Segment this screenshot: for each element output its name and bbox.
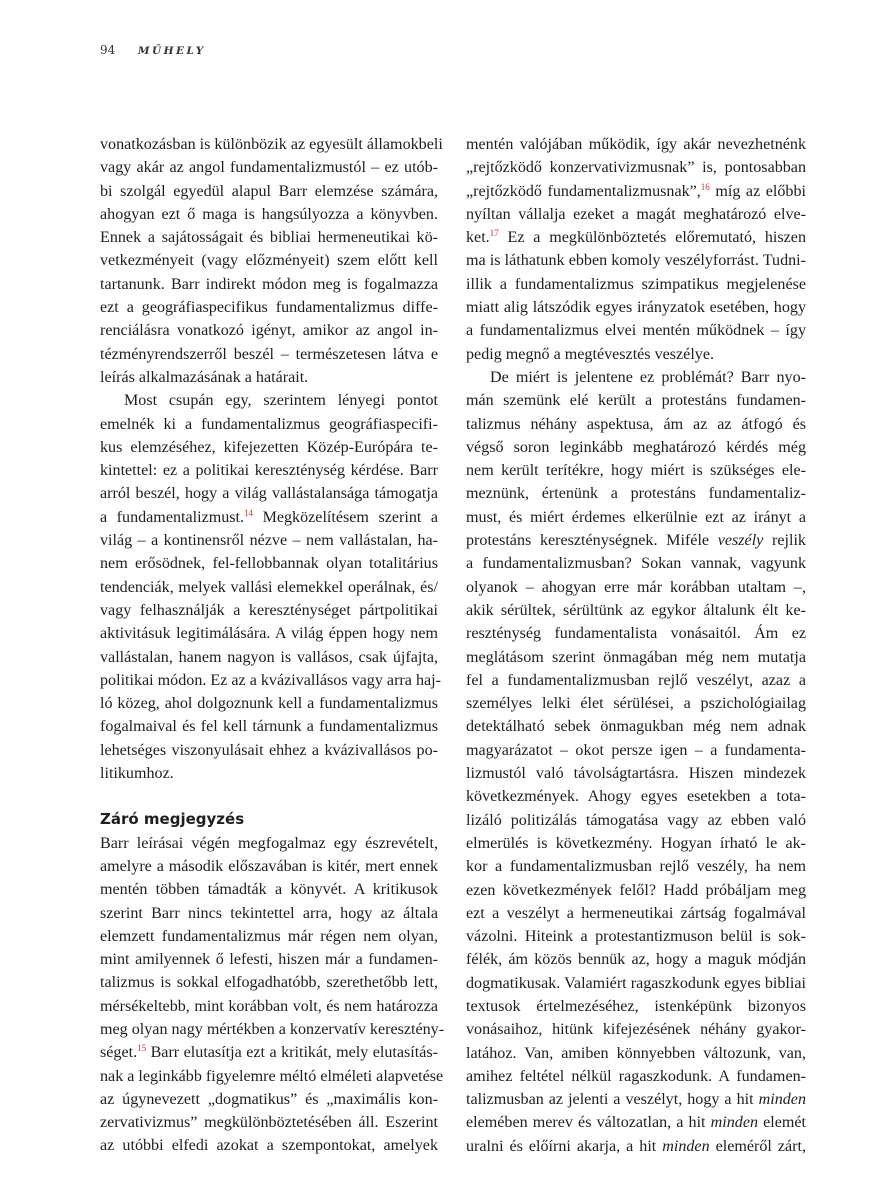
text-line: zervativizmus” megkülönböztetésében áll. Eszerint bbox=[100, 1114, 438, 1132]
text-line: mán szemünk elé került a protestáns fundamen- bbox=[466, 392, 806, 410]
text-line: kor a fundamentalizmusban rejlő veszély, ha nem bbox=[466, 858, 806, 876]
text-run: eleméről zárt, bbox=[709, 1137, 806, 1155]
paragraph bbox=[100, 389, 441, 785]
footnote-marker[interactable]: 17 bbox=[489, 228, 499, 239]
text-line: litikumhoz. bbox=[100, 765, 174, 783]
text-line: textusok értelmezéséhez, istenképünk bizonyos bbox=[466, 997, 806, 1015]
text-line: a fundamentalizmusban? Sokan vannak, vagyunk bbox=[466, 555, 806, 573]
text-line: ma is láthatunk ebben komoly veszélyforrást. Tudni- bbox=[466, 252, 806, 270]
text-line: az utóbbi elfedi azokat a szempontokat, amelyek bbox=[100, 1137, 438, 1155]
text-line: ezen következmények felől? Hadd próbáljam meg bbox=[466, 881, 806, 899]
section-heading: Záró megjegyzés bbox=[100, 810, 245, 829]
footnote-marker[interactable]: 15 bbox=[137, 1043, 147, 1054]
text-line: világ – a kontinensről nézve – nem vallástalan, ha- bbox=[100, 532, 438, 550]
text-line: meg olyan nagy mértékben a konzervatív keresztény- bbox=[100, 1020, 445, 1038]
text-line: magyarázatot – okot persze igen – a fundamenta- bbox=[466, 741, 806, 759]
text-line: pedig megnő a megtévesztés veszélye. bbox=[466, 345, 715, 363]
paragraph bbox=[100, 832, 445, 1158]
text-run: Barr elutasítja ezt a kritikát, mely elutasítás- bbox=[146, 1044, 438, 1062]
text-run: talizmusban az jelenti a veszélyt, hogy a hit bbox=[466, 1091, 759, 1109]
text-run: elemében merev és változatlan, a hit bbox=[466, 1114, 711, 1132]
emphasis: minden bbox=[710, 1114, 759, 1132]
text-line bbox=[466, 529, 806, 552]
text-line: végső soron leginkább meghatározó kérdés még bbox=[466, 438, 806, 456]
text-line: kus elemzéséhez, kifejezetten Közép-Európára te- bbox=[100, 438, 438, 456]
text-run: Megközelítésem szerint a bbox=[253, 508, 438, 526]
text-line: vagy felhasználják a kereszténységet pártpolitikai bbox=[100, 601, 438, 619]
text-line: fel a fundamentalizmusban rejlő veszélyt, azaz a bbox=[466, 671, 806, 689]
text-line: lehetséges viszonyulásait ehhez a kvázivallásos po- bbox=[100, 741, 438, 759]
text-line bbox=[466, 1088, 806, 1111]
text-line: elemzett fundamentalizmus már régen nem olyan, bbox=[100, 927, 438, 945]
emphasis: veszély bbox=[717, 532, 764, 550]
text-line: nak a leginkább figyelemre méltó elméleti alapvetése bbox=[100, 1067, 444, 1085]
text-line: kintettel: ez a politikai kereszténység kérdése. Barr bbox=[100, 462, 438, 480]
section-title: MŰHELY bbox=[137, 45, 206, 57]
text-line: reszténység fundamentalista vonásaitól. Ám ez bbox=[466, 625, 806, 643]
text-line: arról beszél, hogy a világ vallástalansága támogatja bbox=[100, 485, 438, 503]
left-column bbox=[100, 133, 445, 1158]
text-run: séget. bbox=[100, 1044, 138, 1062]
text-line: tartanunk. Barr indirekt módon meg is fogalmazza bbox=[100, 275, 438, 293]
text-line: leírás alkalmazásának a határait. bbox=[100, 368, 309, 386]
text-line: bi szolgál egyedül alapul Barr elemzése számára, bbox=[100, 182, 438, 200]
text-run: a fundamentalizmust. bbox=[100, 508, 245, 526]
text-line: mentén többen támadták a könyvét. A kritikusok bbox=[100, 881, 438, 899]
text-line bbox=[466, 1111, 806, 1134]
text-line: De miért is jelentene ez problémát? Barr nyo- bbox=[490, 368, 806, 386]
text-line: Most csupán egy, szerintem lényegi pontot bbox=[124, 392, 438, 410]
text-line: ezt a veszélyt a hermeneutikai zártság fogalmával bbox=[466, 904, 806, 922]
text-line: olyanok – ahogyan erre már korábban utaltam –, bbox=[466, 578, 806, 596]
text-line: Ennek a sajátosságait és bibliai hermeneutikai kö- bbox=[100, 229, 438, 247]
text-line: vallástalan, hanem nagyon is vallásos, csak újfajta, bbox=[100, 648, 438, 666]
text-line: személyes lelki élet sérülései, a pszichológiailag bbox=[466, 695, 806, 713]
text-line: ezt a geográfiaspecifikus fundamentalizmus diffe- bbox=[100, 299, 438, 317]
text-line: renciálásra vonatkozó igényt, amikor az angol in- bbox=[100, 322, 438, 340]
text-line: „rejtőzködő konzervativizmusnak” is, pontosabban bbox=[466, 159, 806, 177]
text-line: dogmatikusak. Valamiért ragaszkodunk egyes bibliai bbox=[466, 974, 806, 992]
text-line: mérsékeltebb, mint korábban volt, és nem határozza bbox=[100, 997, 438, 1015]
paragraph bbox=[100, 133, 443, 389]
text-line: tendenciák, melyek vallási elemekkel operálnak, és/ bbox=[100, 578, 438, 596]
text-line: vagy akár az angol fundamentalizmustól – ez utób- bbox=[100, 159, 438, 177]
footnote-marker[interactable]: 16 bbox=[700, 181, 710, 192]
text-line: ahogyan ezt ő maga is hangsúlyozza a könyvben. bbox=[100, 205, 438, 223]
text-run: míg az előbbi bbox=[709, 182, 806, 200]
text-line: talizmus néhány aspektusa, ám az az átfogó és bbox=[466, 415, 806, 433]
text-line: amelyre a második előszavában is kitér, mert ennek bbox=[100, 857, 438, 875]
text-line: aktivitásuk legitimálására. A világ éppen hogy nem bbox=[100, 625, 438, 643]
text-line bbox=[100, 506, 438, 529]
text-line: ló közeg, ahol dolgoznunk kell a fundamentalizmus bbox=[100, 695, 438, 713]
text-line bbox=[466, 180, 806, 203]
text-run: elemét bbox=[758, 1114, 807, 1132]
text-line: vonásaihoz, hitünk kifejezésének néhány gyakor- bbox=[466, 1021, 806, 1039]
text-run: uralni és előírni akarja, a hit bbox=[466, 1137, 663, 1155]
text-line: meglátásom szerint önmagában még nem mutatja bbox=[466, 648, 806, 666]
text-run: protestáns kereszténységnek. Miféle bbox=[466, 532, 718, 550]
text-line: az úgynevezett „dogmatikus” és „maximális kon- bbox=[100, 1090, 438, 1108]
text-run: Ez a megkülönböztetés előremutató, hiszen bbox=[498, 229, 806, 247]
text-line: elmerülés is következmény. Hogyan írható le ak- bbox=[466, 834, 806, 852]
text-line: vonatkozásban is különbözik az egyesült államokbeli bbox=[100, 136, 443, 153]
paragraph bbox=[466, 366, 806, 1158]
emphasis: minden bbox=[662, 1137, 710, 1155]
text-line: következmények. Ahogy egyes esetekben a tota- bbox=[466, 788, 806, 806]
text-line: nem került terítékre, hogy miért is szükséges ele- bbox=[466, 462, 806, 480]
paragraph bbox=[466, 133, 806, 366]
text-line: illik a fundamentalizmus szimpatikus megjelenése bbox=[466, 275, 806, 293]
text-line: talizmus is sokkal elfogadhatóbb, szerethetőbb lett, bbox=[100, 974, 438, 992]
text-line: szerint Barr nincs tekintettel arra, hogy az általa bbox=[100, 904, 438, 922]
text-line: miatt alig látszódik egyes irányzatok esetében, hogy bbox=[466, 299, 806, 317]
text-line: emelnék ki a fundamentalizmus geográfiaspecifi- bbox=[100, 415, 438, 433]
text-line: meznünk, értenünk a protestáns fundamentaliz- bbox=[466, 485, 806, 503]
text-line bbox=[466, 226, 806, 249]
text-line: politikai módon. Ez az a kvázivallásos vagy arra haj- bbox=[100, 671, 441, 689]
text-line: lizáló politizálás támogatása vagy az ebben való bbox=[466, 811, 806, 829]
running-head bbox=[100, 43, 206, 57]
text-line: must, és miért érdemes elkerülnie ezt az irányt a bbox=[466, 508, 806, 526]
text-run: ket. bbox=[466, 229, 490, 247]
text-line: mint amilyennek ő lefesti, hiszen már a fundamen- bbox=[100, 951, 438, 969]
text-line: nem erősödnek, fel-fellobbannak olyan totalitárius bbox=[100, 555, 438, 573]
text-line: mentén valójában működik, így akár nevezhetnénk bbox=[466, 136, 806, 153]
text-line: vázolni. Hiteink a protestantizmuson belül is sok- bbox=[466, 928, 806, 946]
text-line: detektálható sebek önmagukban még nem adnak bbox=[466, 718, 806, 736]
text-line: latához. Van, amiben könnyebben változunk, van, bbox=[466, 1044, 806, 1062]
text-line: lizmustól való távolságtartásra. Hiszen mindezek bbox=[466, 765, 806, 783]
text-line: vetkezményeit (vagy előzményeit) szem előtt kell bbox=[100, 252, 438, 270]
text-line: félék, ám közös bennük az, hogy a maguk módján bbox=[466, 951, 806, 969]
text-line bbox=[466, 1135, 806, 1158]
text-run: „rejtőzködő fundamentalizmusnak”, bbox=[466, 182, 701, 200]
text-line: akik sérültek, sérültünk az egykor általunk élt ke- bbox=[466, 601, 806, 619]
emphasis: minden bbox=[758, 1091, 806, 1109]
text-line: tézményrendszerről beszél – természetesen látva e bbox=[100, 345, 438, 363]
page-number: 94 bbox=[100, 43, 116, 57]
text-line: Barr leírásai végén megfogalmaz egy észrevételt, bbox=[100, 834, 438, 852]
text-line bbox=[100, 1041, 438, 1064]
right-column bbox=[466, 133, 806, 1158]
text-line: fogalmaival és fel kell tárnunk a fundamentalizmus bbox=[100, 718, 438, 736]
text-line: nyíltan vállalja ezeket a magát meghatározó elve- bbox=[466, 205, 806, 223]
text-run: rejlik bbox=[763, 532, 806, 550]
text-line: amihez feltétel nélkül ragaszkodunk. A fundamen- bbox=[466, 1067, 806, 1085]
text-line: a fundamentalizmus elvei mentén működnek – így bbox=[466, 322, 806, 340]
footnote-marker[interactable]: 14 bbox=[244, 507, 254, 518]
